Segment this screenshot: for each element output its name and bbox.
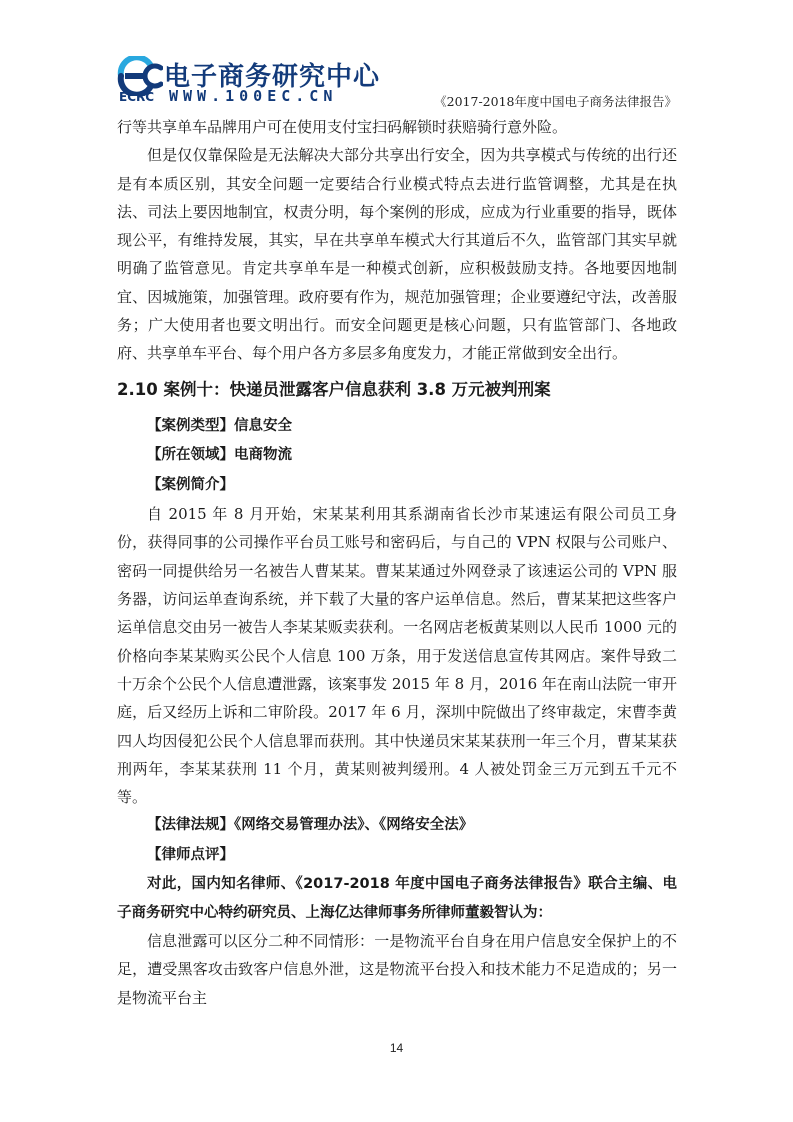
logo-url: WWW.100EC.CN: [169, 87, 338, 105]
section-title: 2.10 案例十：快递员泄露客户信息获利 3.8 万元被判刑案: [117, 379, 551, 399]
logo-title: 电子商务研究中心: [164, 62, 381, 92]
page-number: 14: [389, 1041, 404, 1055]
case-summary-label: 【案例简介】: [147, 476, 234, 493]
paragraph-lawyer-intro: 对此，国内知名律师、《2017-2018 年度中国电子商务法律报告》联合主编、电子商务研究中心特约研究员、上海亿达律师事务所律师董毅智认为：: [117, 876, 677, 921]
paragraph-insurance: 行等共享单车品牌用户可在使用支付宝扫码解锁时获赔骑行意外险。: [117, 118, 568, 136]
paragraph-regulation: 但是仅仅靠保险是无法解决大部分共享出行安全，因为共享模式与传统的出行还是有本质区别，其安全问题一定要结合行业模式特点去进行监管调整，尤其是在执法、司法上要因地制宜，权责分明，每个案例的形成，应成为行业重要的指导，既体现公平，有维持发展，其实，早在共享单车模式大行其道后不久，监管部门其实早就明确了监管意见。肯定共享单车是一种模式创新，应积极鼓励支持。各地要因地制宜、因城施策，加强管理。政府要有作为，规范加强管理；企业要遵纪守法，改善服务；广大使用者也要文明出行。而安全问题更是核心问题，只有监管部门、各地政府、共享单车平台、每个用户各方多层多角度发力，才能正常做到安全出行。: [117, 146, 677, 363]
case-type-label: 【案例类型】信息安全: [147, 417, 292, 434]
paragraph-info-leak: 信息泄露可以区分二种不同情形：一是物流平台自身在用户信息安全保护上的不足，遭受黑客攻击致客户信息外泄，这是物流平台投入和技术能力不足造成的；另一是物流平台主: [117, 932, 677, 1007]
lawyer-comment-label: 【律师点评】: [147, 846, 234, 863]
logo-abbreviation: ECRC: [119, 90, 155, 104]
field-label: 【所在领域】电商物流: [147, 447, 292, 464]
report-title: 《2017-2018年度中国电子商务法律报告》: [434, 94, 677, 109]
document-body: [117, 113, 677, 1012]
paragraph-case-summary: 自 2015 年 8 月开始，宋某某利用其系湖南省长沙市某速运有限公司员工身份，获得同事的公司操作平台员工账号和密码后，与自己的 VPN 权限与公司账户、密码一同提供给另一名被告人曹某某。曹某某通过外网登录了该速运公司的 VPN 服务器，访问运单查询系统，并下载了大量的客户运单信息。然后，曹某某把这些客户运单信息交由另一被告人李某某贩卖获利。一名网店老板黄某则以人民币 1000 元的价格向李某某购买公民个人信息 100 万条，用于发送信息宣传其网店。案件导致二十万余个公民个人信息遭泄露，该案事发 2015 年 8 月，2016 年在南山法院一审开庭，后又经历上诉和二审阶段。2017 年 6 月，深圳中院做出了终审裁定，宋曹李黄四人均因侵犯公民个人信息罪而获刑。其中快递员宋某某获刑一年三个月，曹某某获刑两年，李某某获刑 11 个月，黄某则被判缓刑。4 人被处罚金三万元到五千元不等。: [117, 505, 677, 807]
page-header: [117, 52, 677, 110]
laws-label: 【法律法规】《网络交易管理办法》、《网络安全法》: [147, 817, 474, 834]
